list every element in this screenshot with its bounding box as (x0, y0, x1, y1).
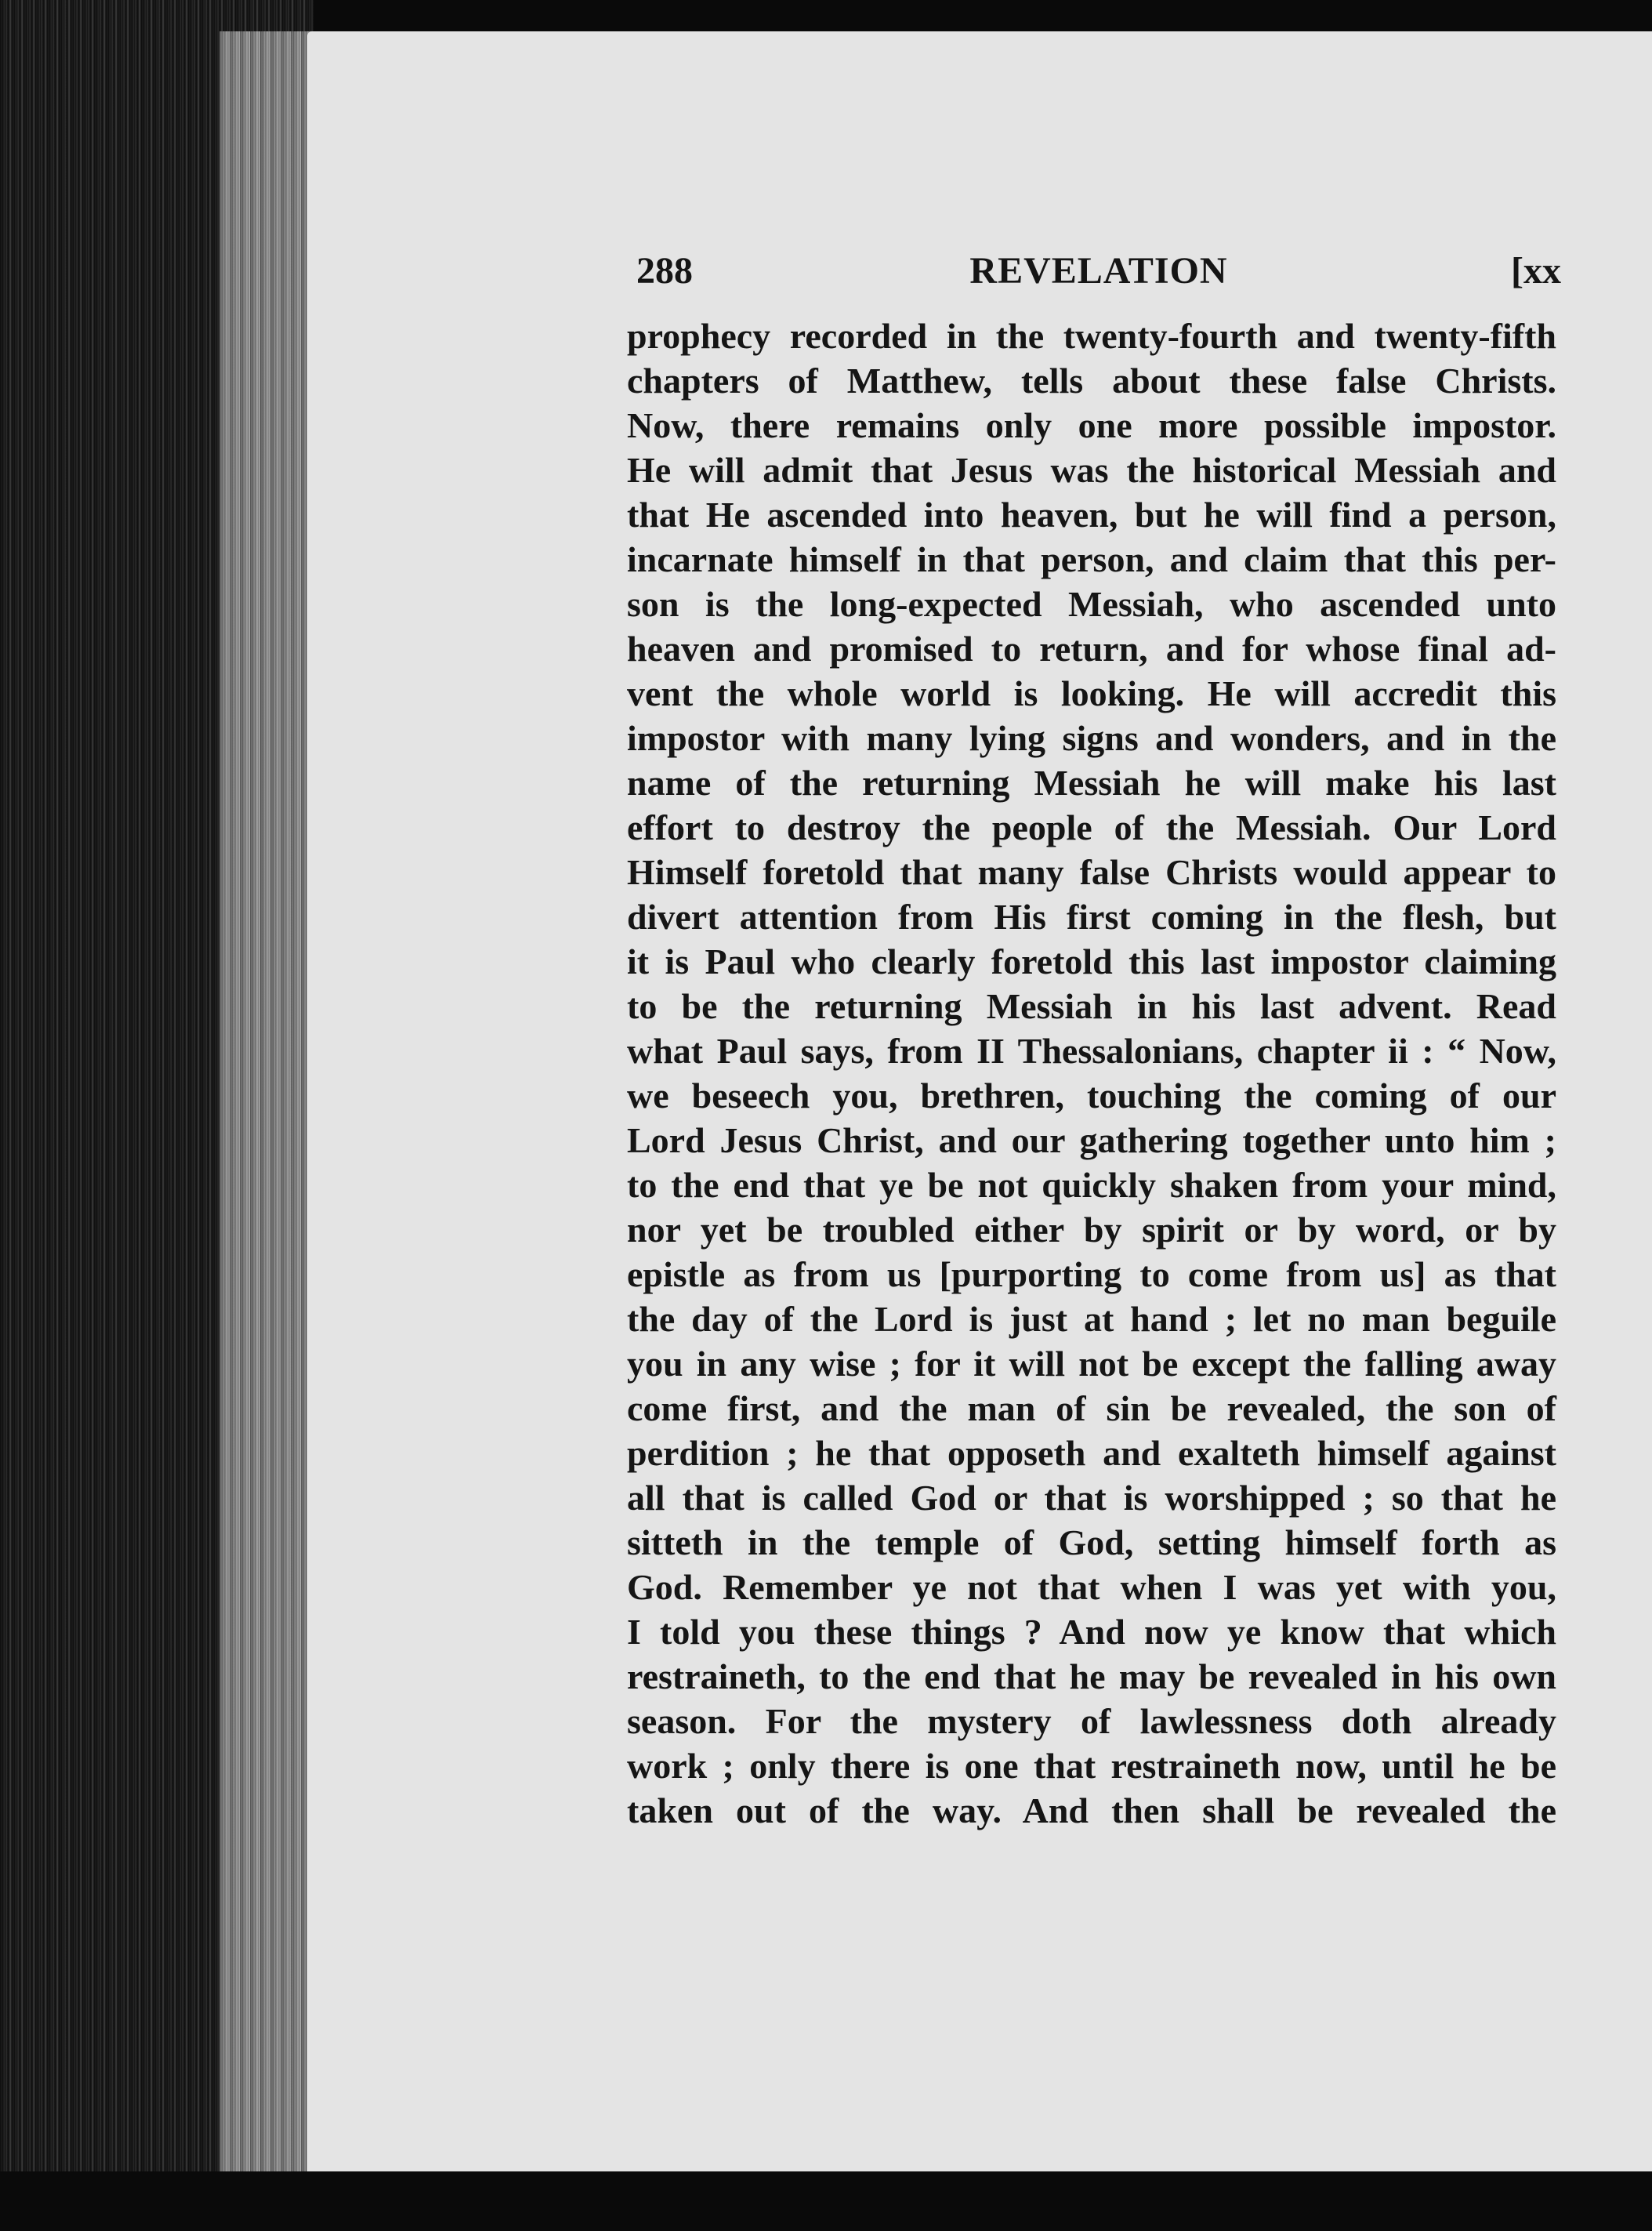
text-line: divert attention from His first coming in the flesh, but (627, 897, 1556, 937)
text-line: the day of the Lord is just at hand ; let no man beguile (627, 1299, 1556, 1339)
page-number: 288 (636, 250, 693, 292)
text-line: perdition ; he that opposeth and exalteth himself against (627, 1433, 1556, 1473)
text-line: Now, there remains only one more possible impostor. (627, 405, 1556, 445)
text-line: I told you these things ? And now ye know that which (627, 1612, 1556, 1652)
text-line: Lord Jesus Christ, and our gathering together unto him ; (627, 1120, 1556, 1160)
text-line: nor yet be troubled either by spirit or by word, or by (627, 1210, 1556, 1250)
text-line: son is the long-expected Messiah, who ascended unto (627, 584, 1556, 624)
text-line: prophecy recorded in the twenty-fourth and twenty-fifth (627, 316, 1556, 356)
body-text (627, 314, 1556, 1833)
text-line: restraineth, to the end that he may be revealed in his own (627, 1656, 1556, 1696)
text-line: Himself foretold that many false Christs would appear to (627, 852, 1556, 892)
text-line: that He ascended into heaven, but he will find a person, (627, 495, 1556, 535)
text-line: come first, and the man of sin be revealed, the son of (627, 1388, 1556, 1428)
text-line: heaven and promised to return, and for whose final ad- (627, 629, 1556, 669)
section-marker: [xx (1511, 250, 1561, 292)
scan-bottom-border (0, 2171, 1652, 2231)
text-line: taken out of the way. And then shall be revealed the (627, 1790, 1556, 1830)
text-line: what Paul says, from II Thessalonians, chapter ii : “ Now, (627, 1031, 1556, 1071)
text-line: work ; only there is one that restraineth now, until he be (627, 1746, 1556, 1786)
text-line: God. Remember ye not that when I was yet with you, (627, 1567, 1556, 1607)
book-page-edges-highlight (219, 31, 313, 2179)
text-line: it is Paul who clearly foretold this last impostor claiming (627, 941, 1556, 981)
text-line: epistle as from us [purporting to come from us] as that (627, 1254, 1556, 1294)
text-line: incarnate himself in that person, and claim that this per- (627, 539, 1556, 579)
running-title: REVELATION (969, 250, 1228, 292)
text-line: chapters of Matthew, tells about these false Christs. (627, 361, 1556, 401)
text-line: sitteth in the temple of God, setting himself forth as (627, 1522, 1556, 1562)
text-line: vent the whole world is looking. He will accredit this (627, 673, 1556, 713)
text-line: to the end that ye be not quickly shaken from your mind, (627, 1165, 1556, 1205)
text-line: He will admit that Jesus was the historical Messiah and (627, 450, 1556, 490)
text-line: name of the returning Messiah he will make his last (627, 763, 1556, 803)
text-line: all that is called God or that is worshipped ; so that he (627, 1478, 1556, 1518)
text-line: impostor with many lying signs and wonders, and in the (627, 718, 1556, 758)
text-line: season. For the mystery of lawlessness doth already (627, 1701, 1556, 1741)
text-line: effort to destroy the people of the Messiah. Our Lord (627, 807, 1556, 847)
text-line: we beseech you, brethren, touching the coming of our (627, 1076, 1556, 1116)
running-head (636, 249, 1561, 299)
text-line: you in any wise ; for it will not be except the falling away (627, 1344, 1556, 1384)
text-line: to be the returning Messiah in his last advent. Read (627, 986, 1556, 1026)
